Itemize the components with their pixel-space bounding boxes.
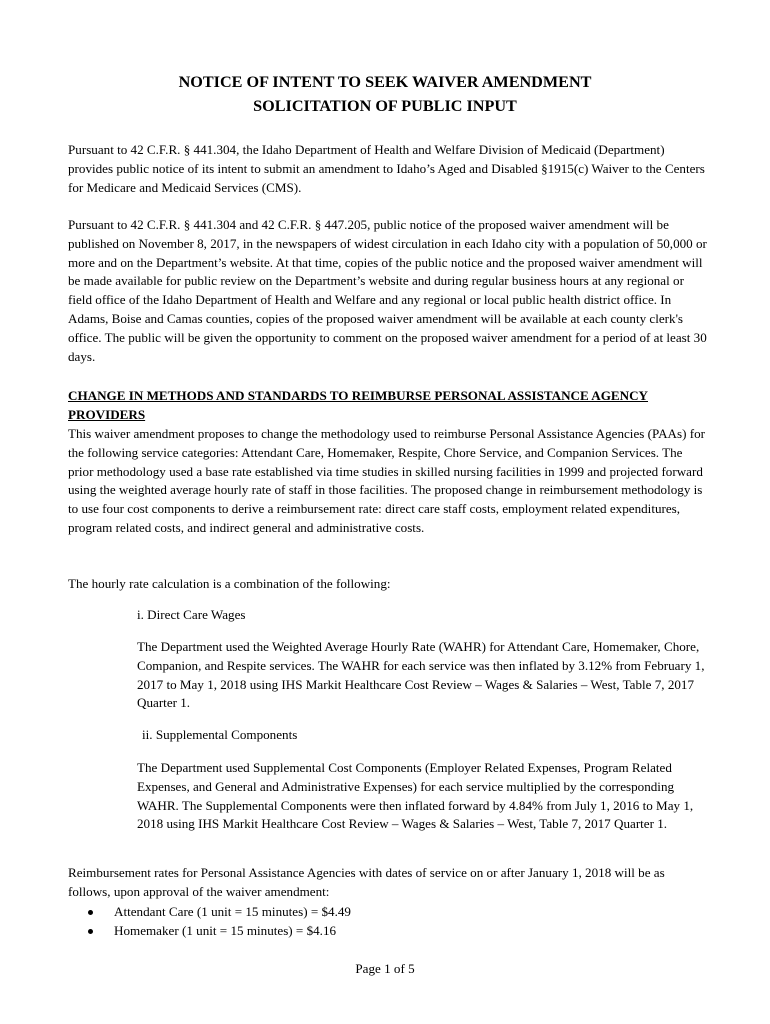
item-supplemental-components-label: ii. Supplemental Components — [142, 727, 298, 742]
document-title-line-2: SOLICITATION OF PUBLIC INPUT — [253, 97, 517, 115]
document-title-line-1: NOTICE OF INTENT TO SEEK WAIVER AMENDMENT — [178, 73, 592, 91]
item-supplemental-components-text: The Department used Supplemental Cost Components (Employer Related Expenses, Program Related Expenses, and General and Administrative Expenses) for each service multiplied by the corresponding WAHR. The Supplemental Components were then inflated forward by 4.84% from July 1, 2016 to May 1, 2018 using IHS Markit Healthcare Cost Review – Wages & Salaries – West, Table 7, 2017 Quarter 1. — [137, 760, 694, 832]
list-item — [88, 922, 351, 941]
list-item — [88, 903, 351, 922]
intro-paragraph: Pursuant to 42 C.F.R. § 441.304, the Idaho Department of Health and Welfare Division of Medicaid (Department) provides public notice of its intent to submit an amendment to Idaho’s Aged and Disabled §1915(c) Waiver to the Centers for Medicare and Medicaid Services (CMS). — [68, 142, 705, 195]
rates-list — [88, 903, 351, 941]
rates-paragraph: Reimbursement rates for Personal Assistance Agencies with dates of service on or after January 1, 2018 will be as follows, upon approval of the waiver amendment: — [68, 865, 665, 899]
item-direct-care-wages-text: The Department used the Weighted Average Hourly Rate (WAHR) for Attendant Care, Homemaker, Chore, Companion, and Respite services. The WAHR for each service was then inflated by 3.12% from February 1, 2017 to May 1, 2018 using IHS Markit Healthcare Cost Review – Wages & Salaries – West, Table 7, 2017 Quarter 1. — [137, 639, 705, 711]
item-direct-care-wages-label: i. Direct Care Wages — [137, 607, 246, 622]
bullet-icon — [88, 910, 93, 915]
calculation-intro: The hourly rate calculation is a combination of the following: — [68, 576, 391, 591]
page-number: Page 1 of 5 — [355, 961, 415, 976]
bullet-icon — [88, 929, 93, 934]
rate-attendant-care: Attendant Care (1 unit = 15 minutes) = $4.49 — [114, 904, 351, 919]
rate-homemaker: Homemaker (1 unit = 15 minutes) = $4.16 — [114, 923, 337, 938]
section-heading: CHANGE IN METHODS AND STANDARDS TO REIMBURSE PERSONAL ASSISTANCE AGENCY PROVIDERS — [68, 388, 649, 422]
public-notice-paragraph: Pursuant to 42 C.F.R. § 441.304 and 42 C.F.R. § 447.205, public notice of the proposed waiver amendment will be published on November 8, 2017, in the newspapers of widest circulation in each Idaho city with a population of 50,000 or more and on the Department’s website. At that time, copies of the public notice and the proposed waiver amendment will be made available for public review on the Department’s website and during regular business hours at any regional or field office of the Idaho Department of Health and Welfare and any regional or local public health district office. In Adams, Boise and Camas counties, copies of the proposed waiver amendment will be available at each county clerk's office. The public will be given the opportunity to comment on the proposed waiver amendment for a period of at least 30 days. — [68, 217, 707, 364]
section-paragraph: This waiver amendment proposes to change the methodology used to reimburse Personal Assistance Agencies (PAAs) for the following service categories: Attendant Care, Homemaker, Respite, Chore Service, and Companion Services. The prior methodology used a base rate established via time studies in skilled nursing facilities in 1999 and projected forward using the weighted average hourly rate of staff in those facilities. The proposed change in reimbursement methodology is to use four cost components to derive a reimbursement rate: direct care staff costs, employment related expenditures, program related costs, and indirect general and administrative costs. — [68, 426, 705, 535]
